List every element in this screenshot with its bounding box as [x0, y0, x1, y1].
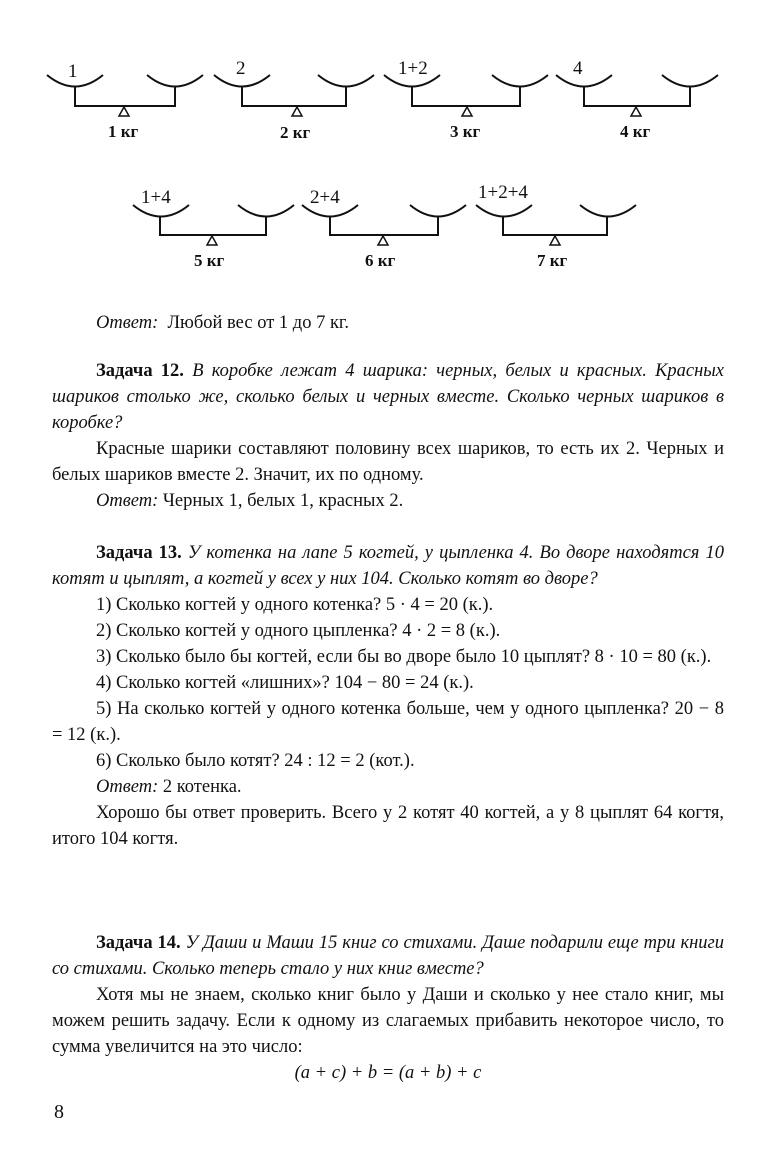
solution-step: 3) Сколько было бы когтей, если бы во дворе было 10 цыплят? 8 · 10 = 80 (к.).: [96, 647, 712, 667]
scale-label: 1+4: [141, 187, 171, 208]
scale-label: 2: [236, 58, 246, 79]
answer-label: Ответ:: [96, 491, 159, 511]
task-statement: У котенка на лапе 5 когтей, у цыпленка 4. Во дворе находятся 10 котят и цыплят, а когтей у всех у них 104. Сколько котят во дворе?: [52, 543, 724, 589]
solution-step: 2) Сколько когтей у одного цыпленка? 4 · 2 = 8 (к.).: [96, 621, 501, 641]
task-statement: В коробке лежат 4 шарика: черных, белых и красных. Красных шариков столько же, сколько белых и черных вместе. Сколько черных шариков в коробке?: [52, 361, 724, 433]
answer-text: Черных 1, белых 1, красных 2.: [162, 491, 404, 511]
answer-11: [52, 310, 724, 336]
scale-weight: 2 кг: [280, 123, 311, 142]
scale-6: [302, 187, 466, 270]
formula: (a + c) + b = (a + b) + c: [294, 1063, 482, 1083]
task-solution: Красные шарики составляют половину всех шариков, то есть их 2. Черных и белых шариков вместе 2. Значит, их по одному.: [52, 439, 724, 485]
task-solution: Хотя мы не знаем, сколько книг было у Даши и сколько у нее стало книг, мы можем решить задачу. Если к одному из слагаемых прибавить некоторое число, то сумма увеличится на это число:: [52, 985, 724, 1057]
task-statement: У Даши и Маши 15 книг со стихами. Даше подарили еще три книги со стихами. Сколько теперь стало у них книг вместе?: [52, 933, 725, 979]
scale-label: 2+4: [310, 187, 340, 208]
balance-scales-figure: [0, 0, 774, 290]
solution-step: 6) Сколько было котят? 24 : 12 = 2 (кот.).: [96, 751, 415, 771]
scale-label: 1: [68, 61, 78, 82]
scale-label: 4: [573, 58, 583, 79]
task-title: Задача 13.: [96, 543, 182, 563]
scale-label: 1+2: [398, 58, 428, 79]
scale-weight: 1 кг: [108, 122, 139, 141]
task-12: [52, 358, 724, 514]
task-title: Задача 12.: [96, 361, 184, 381]
answer-label: Ответ:: [96, 777, 159, 797]
scale-2: [214, 58, 374, 142]
solution-step: 1) Сколько когтей у одного котенка? 5 · 4 = 20 (к.).: [96, 595, 494, 615]
task-14: [52, 930, 724, 1086]
scale-label: 1+2+4: [478, 182, 528, 203]
scale-weight: 7 кг: [537, 251, 568, 270]
scale-1: [47, 61, 203, 141]
page-number: 8: [54, 1101, 64, 1123]
task-title: Задача 14.: [96, 933, 181, 953]
scale-5: [133, 187, 294, 270]
scale-4: [556, 58, 718, 141]
answer-text: 2 котенка.: [162, 777, 242, 797]
task-13: [52, 540, 724, 852]
solution-step: 4) Сколько когтей «лишних»? 104 − 80 = 24 (к.).: [96, 673, 474, 693]
answer-label: Ответ:: [96, 313, 159, 333]
scale-weight: 4 кг: [620, 122, 651, 141]
scale-weight: 5 кг: [194, 251, 225, 270]
scale-weight: 6 кг: [365, 251, 396, 270]
scale-3: [384, 58, 548, 141]
answer-check: Хорошо бы ответ проверить. Всего у 2 котят 40 когтей, а у 8 цыплят 64 когтя, итого 104 когтя.: [52, 803, 724, 849]
scale-weight: 3 кг: [450, 122, 481, 141]
answer-text: Любой вес от 1 до 7 кг.: [167, 313, 350, 333]
scale-7: [476, 182, 636, 270]
solution-step: 5) На сколько когтей у одного котенка больше, чем у одного цыпленка? 20 − 8 = 12 (к.).: [52, 699, 724, 745]
